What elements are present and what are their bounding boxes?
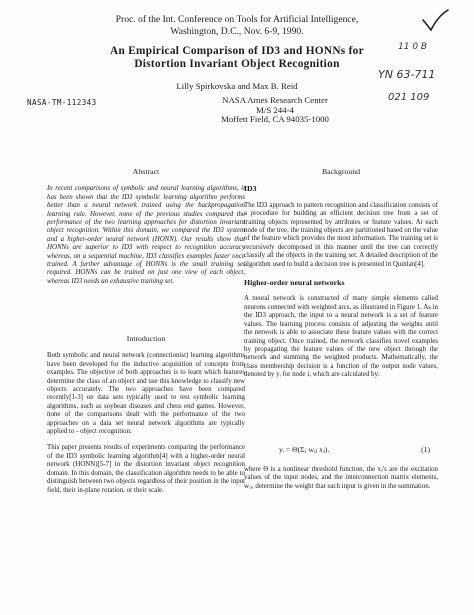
proceedings-line-1: Proc. of the Int. Conference on Tools for Artificial Intelligence, [115, 14, 359, 25]
background-section [244, 168, 438, 380]
handwritten-note-1: 11 0 B [398, 42, 428, 52]
report-id: NASA-TM-112343 [27, 98, 97, 107]
honn-text: A neural network is constructed of many simple elements called neurons connected with weighted arcs, as illustrated in Figure 1. As in the ID3 approach, the input to a neural network is a set of feature values. The learning process consists of adjusting the weights until the network is able to associate these feature values with the correct training object. Once trained, the network classifies novel examples by propagating the feature values of the new object through the network and summing the weighted products. Mathematically, the class membership decision is a function of the output node values, denoted by yᵢ for node i, which are calculated by: [244, 295, 438, 379]
affiliation [200, 96, 350, 125]
handwritten-note-3: 021 109 [388, 92, 430, 103]
handwritten-note-2: YN 63-711 [378, 68, 436, 81]
equation-text: yᵢ = Θ(Σⱼ wᵢⱼ xⱼ). [279, 445, 330, 454]
after-equation-section [244, 466, 438, 491]
title-line-2: Distortion Invariant Object Recognition [134, 58, 340, 70]
after-equation-text: where Θ is a nonlinear threshold function, the xⱼ's are the excitation values of the input nodes, and the interconnection matrix elements, wᵢⱼ, determine the weight that each input is given in the summation. [244, 466, 438, 490]
introduction-paragraph-1: Both symbolic and neural network (connectionist) learning algorithms have been developed for the inductive acquisition of concepts from examples. The objective of both approaches is to learn which features determine the class of an object and use this knowledge to classify new objects accurately. The two approaches have been compared recently[1-3] on data sets typically used to test symbolic learning algorithms, such as soybean diseases and chess end games. However, none of the comparisons dealt with the performance of the two approaches on a data set neural network algorithms are typically applied to - object recognition. [47, 352, 245, 436]
id3-heading: ID3 [244, 184, 257, 194]
affiliation-line-1: NASA Ames Research Center [222, 95, 328, 105]
equation-number: (1) [421, 445, 430, 454]
check-mark-icon [420, 8, 450, 34]
authors: Lilly Spirkovska and Max B. Reid [176, 81, 298, 91]
honn-heading: Higher-order neural networks [244, 278, 345, 288]
id3-text: The ID3 approach to pattern recognition and classification consists of a procedure for building an efficient decision tree from a set of training objects represented by attributes or feature values. At each node of the tree, the training objects are partitioned based on the value of the feature which provides the most information. The training set is recursively decomposed in this manner until the tree can correctly classify all the objects in the training set. A detailed description of the algorithm used to build a decision tree is presented in Quinlan[4]. [244, 201, 438, 268]
proceedings-line-2: Washington, D.C., Nov. 6-9, 1990. [170, 25, 304, 37]
affiliation-line-2: M/S 244-4 [256, 104, 294, 115]
abstract-heading: Abstract [132, 167, 160, 176]
introduction-section [47, 335, 245, 495]
proceedings-header [0, 14, 474, 37]
abstract-text: In recent comparisons of symbolic and neural learning algorithms, it has been shown that the ID3 symbolic learning algorithm performs better than a neural network trained using the backpropagation learning rule. However, none of the previous studies compared the performance of the two learning approaches for distortion invariant object recognition. Within this domain, we compared the ID3 system and a higher-order neural network (HONN). Our results show that HONNs are superior to ID3 with respect to recognition accuracy whereas, on a sequential machine, ID3 classifies examples faster once trained. A further advantage of HONNs is the small training set required. HONNs can be trained on just one view of each object, whereas ID3 needs an exhaustive training set. [47, 185, 245, 285]
introduction-heading: Introduction [126, 334, 166, 343]
affiliation-line-3: Moffett Field, CA 94035-1000 [221, 114, 329, 125]
introduction-paragraph-2: This paper presents results of experiments comparing the performance of the ID3 symbolic learning algorithm[4] with a higher-order neural network (HONN)[5-7] in the distortion invariant object recognition domain. In this domain, the classification algorithm needs to be able to distinguish between two objects regardless of their position in the input field, their in-plane rotation, or their scale. [47, 444, 245, 494]
background-heading: Background [321, 167, 361, 176]
title-line-1: An Empirical Comparison of ID3 and HONNs for [110, 45, 364, 57]
abstract-section [47, 168, 245, 286]
